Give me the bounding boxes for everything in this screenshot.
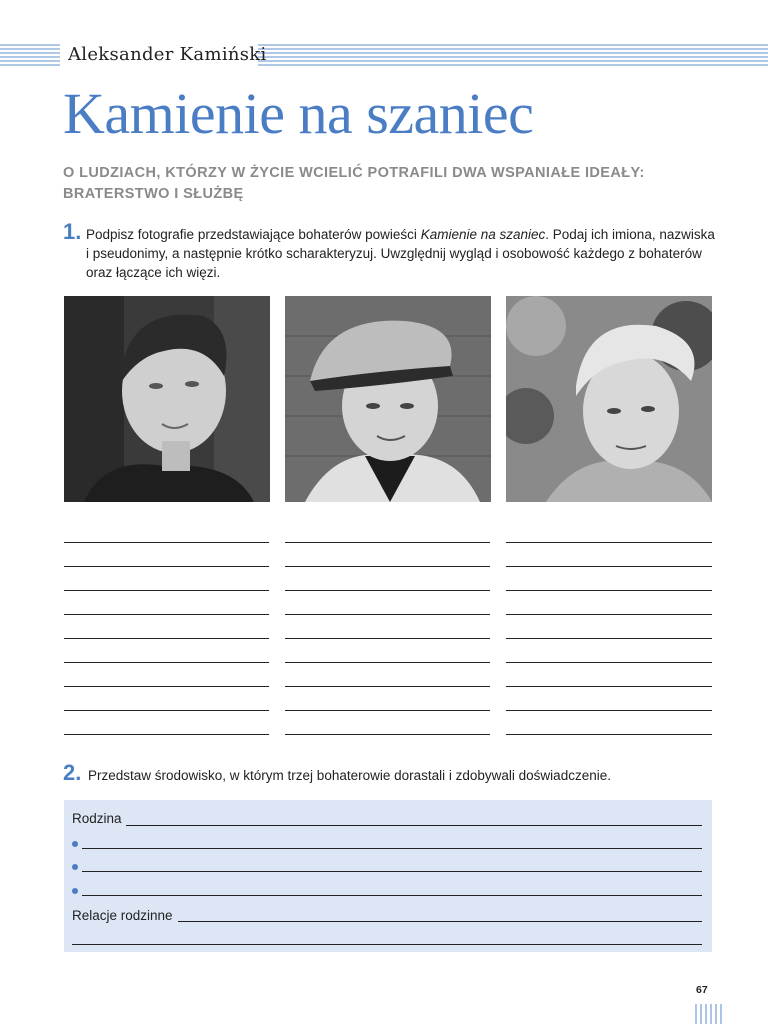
bullet-answer-line-2[interactable] xyxy=(82,871,702,872)
bullet-icon xyxy=(72,888,78,894)
header-stripes-left xyxy=(0,43,60,67)
header-stripes-right xyxy=(258,43,768,67)
task-2-instruction: Przedstaw środowisko, w którym trzej bohaterowie dorastali i zdobywali doświadczenie. xyxy=(88,768,611,783)
portrait-man-outdoors-photo xyxy=(506,296,712,502)
bullet-icon xyxy=(72,864,78,870)
bullet-answer-line-3[interactable] xyxy=(82,895,702,896)
bullet-icon xyxy=(72,841,78,847)
section-subtitle: O LUDZIACH, KTÓRZY W ŻYCIE WCIELIĆ POTRAFILI DWA WSPANIAŁE IDEAŁY: BRATERSTWO I SŁUŻBĘ xyxy=(63,165,645,202)
family-answer-line[interactable] xyxy=(126,825,702,826)
relations-answer-line-2[interactable] xyxy=(72,944,702,945)
label-family-relations: Relacje rodzinne xyxy=(72,908,173,923)
page-number: 67 xyxy=(696,984,708,996)
task-1-instruction: Podpisz fotografie przedstawiające bohaterów powieści Kamienie na szaniec. Podaj ich imiona, nazwiska i pseudonimy, a następnie krótko scharakteryzuj. Uwzględnij wygląd i osobowość każdego z bohaterów oraz łączące ich więzi. xyxy=(86,227,715,280)
bullet-answer-line-1[interactable] xyxy=(82,848,702,849)
page-title: Kamienie na szaniec xyxy=(63,81,534,146)
environment-panel xyxy=(64,800,712,952)
task-1-number: 1. xyxy=(63,219,82,244)
label-family: Rodzina xyxy=(72,811,122,826)
task-2-number: 2. xyxy=(63,760,82,785)
relations-answer-line-1[interactable] xyxy=(178,921,702,922)
footer-stripes xyxy=(694,1004,768,1024)
portrait-man-in-cap-photo xyxy=(285,296,491,502)
author-name: Aleksander Kamiński xyxy=(68,44,267,65)
portrait-young-man-photo xyxy=(64,296,270,502)
